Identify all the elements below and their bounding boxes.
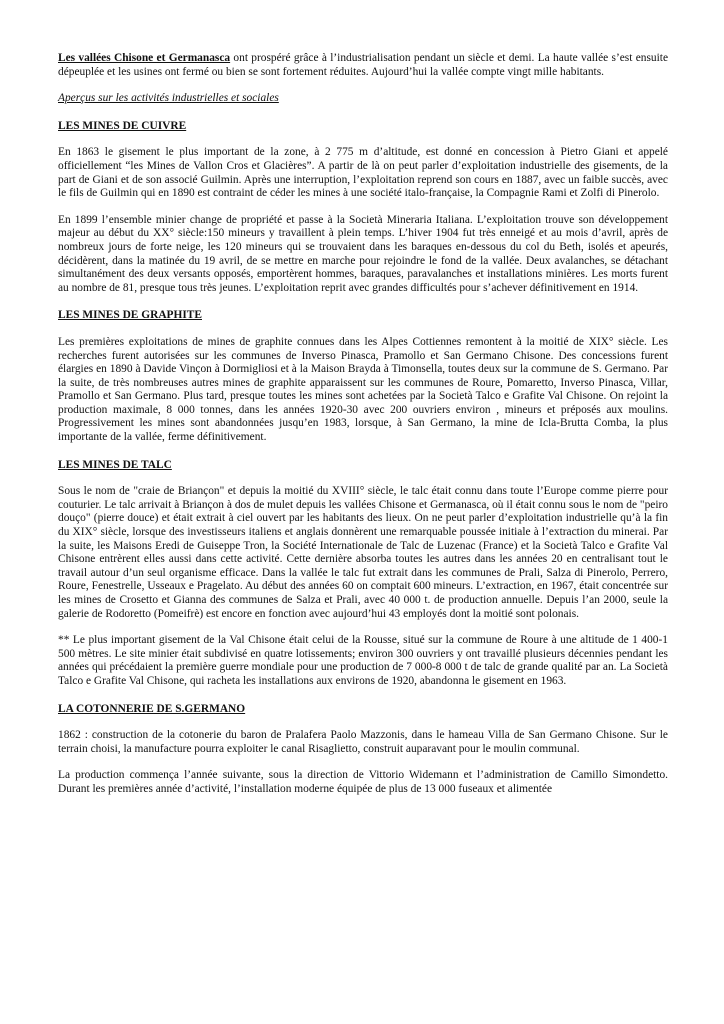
talc-paragraph-1: Sous le nom de "craie de Briançon" et depuis la moitié du XVIII° siècle, le talc était connu dans toute l’Europe comme pierre pour couturier. Le talc arrivait à Briançon à dos de mulet depuis les vallées Chisone et Germanasca, où il était connu sous le nom de "peiro douço" (pierre douce) et était extrait à ciel ouvert par les habitants des lieux. On ne peut parler d’exploitation industrielle qu’à la fin du XIX° siècle, lorsque des investisseurs italiens et anglais donnèrent une remarquable poussée initiale à l’extraction du minerai. Par la suite, les Maisons Eredi de Guiseppe Tron, la Société Internationale de Talc de Luzenac (France) et la Società Talco e Grafite Val Chisone entrèrent elles aussi dans cette activité. Cette dernière absorba toutes les autres dans les années 20 en centralisant tout le travail autour d’un seul organisme efficace. Dans la vallée le talc fut extrait dans les communes de Prali, Salza di Pinerolo, Perrero, Roure, Fenestrelle, Usseaux e Pragelato. Au début des années 60 on comptait 600 mineurs. L’extraction, en 1967, était concentrée sur les mines de Crosetto et Gianna des communes de Salza et Prali, avec 40 000 t. de production annuelle. Depuis l’an 2000, seule la galerie de Rodoretto (Pomeifrè) est encore en fonction avec aujourd’hui 43 employés dont la moitié sont polonais. <box>58 485 668 620</box>
heading-graphite: LES MINES DE GRAPHITE <box>58 309 202 322</box>
cuivre-paragraph-2: En 1899 l’ensemble minier change de propriété et passe à la Società Mineraria Italiana. L’exploitation trouve son développement majeur au début du XX° siècle:150 mineurs y travaillent à plein temps. L’hiver 1904 fut très enneigé et au mois d’avril, après de nombreux jours de forte neige, les 120 mineurs qui se trouvaient dans les baraques en-dessous du col du Beth, isolés et apeurés, décidèrent, dans la matinée du 19 avril, de se mettre en marche pour rejoindre le fond de la vallée. Deux avalanches, se détachant simultanément des deux versants opposés, emportèrent hommes, baraques, paravalanches et installations minières. Les morts furent au nombre de 81, presque tous très jeunes. L’exploitation reprit avec grandes difficultés pour s’achever définitivement en 1914. <box>58 213 668 294</box>
intro-lead: Les vallées Chisone et Germanasca <box>58 52 231 64</box>
talc-paragraph-2: ** Le plus important gisement de la Val Chisone était celui de la Rousse, situé sur la commune de Roure à une altitude de 1 400-1 500 mètres. Le site minier était subdivisé en quatre lotissements; environ 300 ouvriers y ont travaillé plusieurs décennies pendant les années qui précédaient la première guerre mondiale pour une production de 7 000-8 000 t de talc de grande qualité par an. La Società Talco e Grafite Val Chisone, qui racheta les installations aux environs de 1920, abandonna le gisement en 1963. <box>58 634 668 687</box>
document-page <box>58 52 668 797</box>
heading-cotonnerie: LA COTONNERIE DE S.GERMANO <box>58 702 246 715</box>
intro-text: ont prospéré grâce à l’industrialisation pendant un siècle et demi. La haute vallée s’est ensuite dépeuplée et les usines ont fermé ou bien se sont fortement réduites. Aujourd’hui la vallée compte vingt mille habitants. <box>58 52 668 78</box>
graphite-paragraph-1: Les premières exploitations de mines de graphite connues dans les Alpes Cottiennes remontent à la moitié de XIX° siècle. Les recherches furent autorisées sur les communes de Inverso Pinasca, Pramollo et San Germano Chisone. Des concessions furent élargies en 1890 à Davide Vinçon à Dormigliosi et à la Maison Brayda à Timonsella, toutes deux sur la commune de S. Germano. Par la suite, de très nombreuses autres mines de graphite apparaissent sur les communes de Roure, Pomaretto, Inverso Pinasca, Villar, Pramollo et San Germano. Plus tard, presque toutes les mines sont achetées par la Società Talco e Grafite Val Chisone. On rejoint la production maximale, 8 000 tonnes, dans les années 1920-30 avec 200 ouvriers environ , mineurs et préposés aux moulins. Progressivement les mines sont abandonnées jusqu’en 1983, lorsque, à San Germano, la mine de Icla-Brutta Comba, la plus importante de la vallée, ferme définitivement. <box>58 335 668 444</box>
cotonnerie-paragraph-1: 1862 : construction de la cotonerie du baron de Pralafera Paolo Mazzonis, dans le hameau Villa de San Germano Chisone. Sur le terrain choisi, la manufacture pourra exploiter le canal Risaglietto, construit auparavant pour le moulin communal. <box>58 729 668 755</box>
heading-talc: LES MINES DE TALC <box>58 458 172 471</box>
document-subtitle: Aperçus sur les activités industrielles et sociales <box>58 92 279 105</box>
heading-cuivre: LES MINES DE CUIVRE <box>58 119 187 132</box>
intro-paragraph <box>58 52 668 79</box>
cuivre-paragraph-1: En 1863 le gisement le plus important de la zone, à 2 775 m d’altitude, est donné en concession à Pietro Giani et appelé officiellement “les Mines de Vallon Cros et Glacières”. A partir de là on peut parler d’exploitation industrielle des gisements, de la part de Giani et de son associé Guilmin. Après une interruption, l’exploitation reprend son cours en 1887, avec un faible succès, avec le fils de Guilmin qui en 1890 est contraint de céder les mines à une société italo-française, la Compagnie Rami et Zolfi di Pinerolo. <box>58 146 668 200</box>
cotonnerie-paragraph-2: La production commença l’année suivante, sous la direction de Vittorio Widemann et l’administration de Camillo Simondetto. Durant les premières année d’activité, l’installation moderne équipée de plus de 13 000 fuseaux et alimentée <box>58 769 668 795</box>
